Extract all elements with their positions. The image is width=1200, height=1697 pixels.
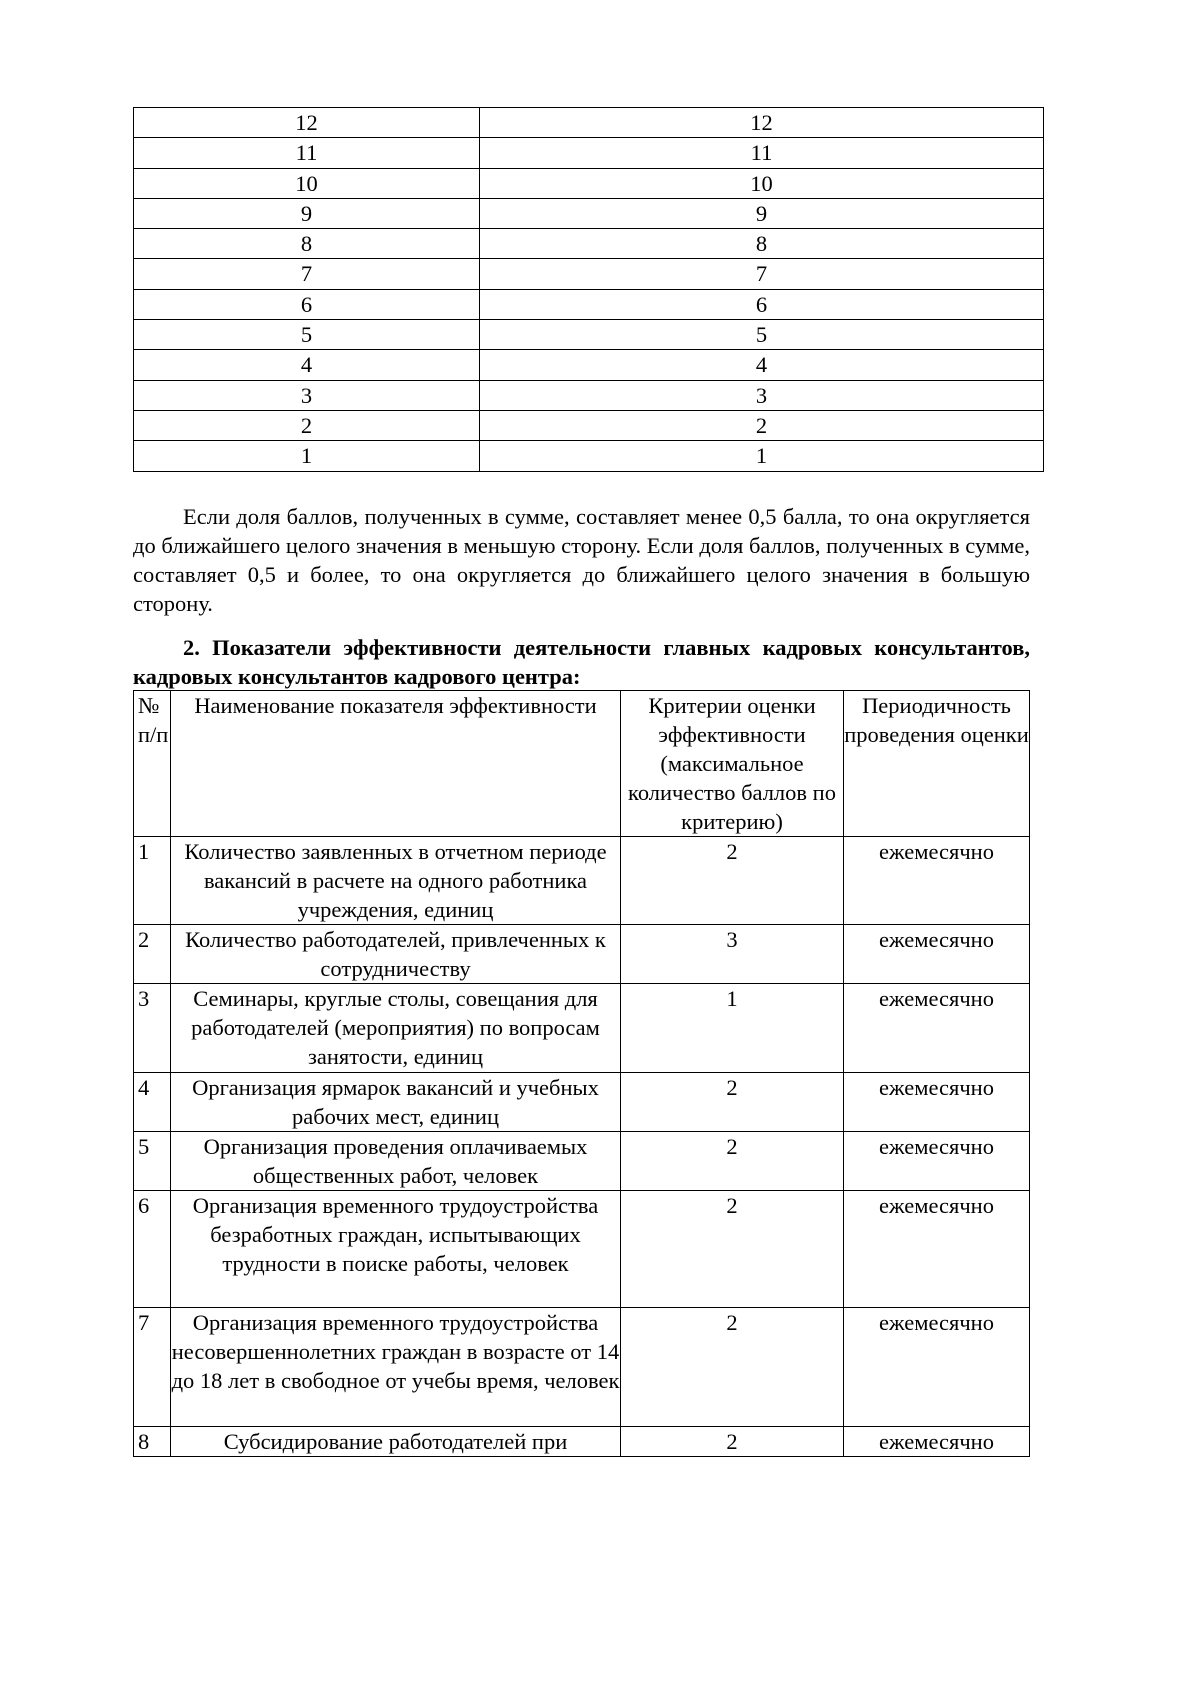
indicator-name: Организация временного трудоустройства несовершеннолетних граждан в возрасте от 14 до 18 лет в свободное от учебы время, человек [171,1308,621,1427]
row-number: 2 [134,925,171,984]
indicator-name: Семинары, круглые столы, совещания для работодателей (мероприятия) по вопросам занятости, единиц [171,984,621,1073]
max-score: 2 [621,837,844,925]
score-left-cell: 11 [134,138,480,168]
indicator-name: Количество работодателей, привлеченных к сотрудничеству [171,925,621,984]
table-row [134,289,1044,319]
header-periodicity: Периодичность проведения оценки [844,691,1030,837]
periodicity: ежемесячно [844,1191,1030,1308]
table-row [134,350,1044,380]
score-left-cell: 12 [134,108,480,138]
score-right-cell: 11 [480,138,1044,168]
score-left-cell: 4 [134,350,480,380]
periodicity: ежемесячно [844,984,1030,1073]
row-number: 7 [134,1308,171,1427]
max-score: 1 [621,984,844,1073]
table-row [134,380,1044,410]
max-score: 2 [621,1427,844,1457]
table-row [134,925,1030,984]
indicators-table [133,690,1030,1457]
table-row [134,1132,1030,1191]
section-heading: 2. Показатели эффективности деятельности главных кадровых консультантов, кадровых консультантов кадрового центра: [133,635,1030,689]
table-row [134,108,1044,138]
score-right-cell: 6 [480,289,1044,319]
periodicity: ежемесячно [844,1308,1030,1427]
row-number: 5 [134,1132,171,1191]
score-table [133,107,1044,472]
score-left-cell: 2 [134,410,480,440]
table-row [134,168,1044,198]
table-header-row [134,691,1030,837]
row-number: 6 [134,1191,171,1308]
periodicity: ежемесячно [844,1132,1030,1191]
indicator-name: Организация ярмарок вакансий и учебных рабочих мест, единиц [171,1073,621,1132]
score-right-cell: 7 [480,259,1044,289]
max-score: 2 [621,1308,844,1427]
table-row [134,320,1044,350]
table-row [134,1308,1030,1427]
max-score: 2 [621,1191,844,1308]
periodicity: ежемесячно [844,925,1030,984]
score-left-cell: 8 [134,229,480,259]
indicator-name: Количество заявленных в отчетном периоде вакансий в расчете на одного работника учреждения, единиц [171,837,621,925]
row-number: 4 [134,1073,171,1132]
periodicity: ежемесячно [844,1427,1030,1457]
table-row [134,259,1044,289]
score-left-cell: 9 [134,198,480,228]
table-row [134,410,1044,440]
indicator-name: Организация временного трудоустройства безработных граждан, испытывающих трудности в поиске работы, человек [171,1191,621,1308]
score-left-cell: 3 [134,380,480,410]
table-row [134,1191,1030,1308]
score-left-cell: 1 [134,441,480,471]
row-number: 8 [134,1427,171,1457]
table-row [134,837,1030,925]
table-row [134,1427,1030,1457]
score-left-cell: 10 [134,168,480,198]
row-number: 3 [134,984,171,1073]
score-right-cell: 2 [480,410,1044,440]
score-left-cell: 7 [134,259,480,289]
max-score: 3 [621,925,844,984]
score-right-cell: 4 [480,350,1044,380]
row-number: 1 [134,837,171,925]
table-row [134,229,1044,259]
score-right-cell: 8 [480,229,1044,259]
rounding-paragraph: Если доля баллов, полученных в сумме, составляет менее 0,5 балла, то она округляется до ближайшего целого значения в меньшую сторону. Если доля баллов, полученных в сумме, составляет 0,5 и более, то она округляется до ближайшего целого значения в большую сторону. [133,504,1030,616]
table-row [134,138,1044,168]
table-row [134,1073,1030,1132]
max-score: 2 [621,1073,844,1132]
table-row [134,198,1044,228]
periodicity: ежемесячно [844,1073,1030,1132]
indicator-name: Субсидирование работодателей при [171,1427,621,1457]
header-name: Наименование показателя эффективности [171,691,621,837]
table-row [134,441,1044,471]
header-number: № п/п [134,691,171,837]
score-right-cell: 9 [480,198,1044,228]
score-left-cell: 5 [134,320,480,350]
score-left-cell: 6 [134,289,480,319]
periodicity: ежемесячно [844,837,1030,925]
score-right-cell: 5 [480,320,1044,350]
score-right-cell: 3 [480,380,1044,410]
max-score: 2 [621,1132,844,1191]
indicator-name: Организация проведения оплачиваемых общественных работ, человек [171,1132,621,1191]
table-row [134,984,1030,1073]
score-right-cell: 10 [480,168,1044,198]
header-criteria: Критерии оценки эффективности (максимальное количество баллов по критерию) [621,691,844,837]
score-right-cell: 1 [480,441,1044,471]
score-right-cell: 12 [480,108,1044,138]
